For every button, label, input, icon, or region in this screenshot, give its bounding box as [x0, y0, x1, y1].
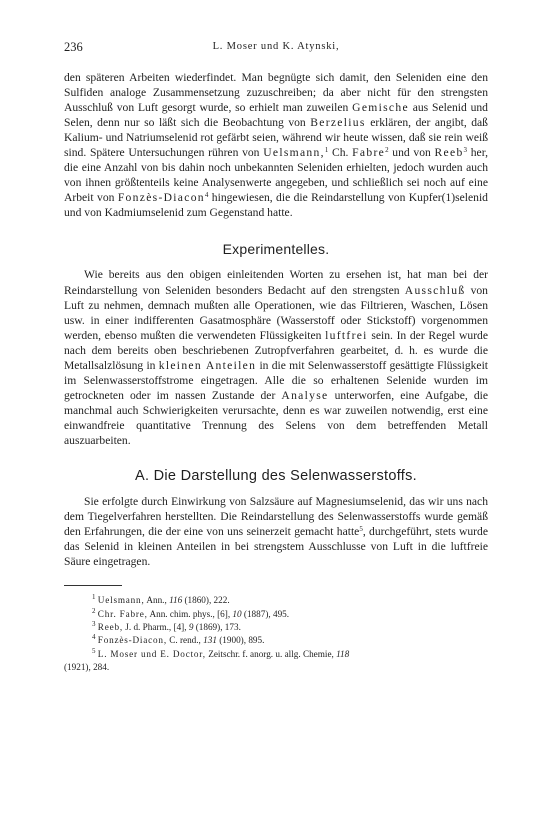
footnote: $^3$ Reeb, J. d. Pharm., [4], 9 (1869), 173.	[92, 620, 241, 633]
section-a-paragraph: Sie erfolgte durch Einwirkung von Salzsäure auf Magnesiumselenid, das wir uns nach dem Tiegelverfahren herstellten. Die Reindarstellung des Selenwasserstoffs wurde gemäß den Erfahrungen, die der eine von uns seinerzeit gemacht hatte$^5$, durchgeführt, stets wurde das Selenid in kleinen Anteilen in bei strengstem Ausschlusse von Luft in die luftfreie Säure eingetragen.	[64, 495, 488, 569]
footnote-continuation: (1921), 284.	[64, 662, 110, 673]
footnote-ref: 1	[324, 146, 329, 155]
footnote-ref: 4	[204, 191, 209, 200]
running-head: L. Moser und K. Atynski,	[212, 41, 340, 52]
footnote: $^2$ Chr. Fabre, Ann. chim. phys., [6], 10 (1887), 495.	[92, 606, 290, 619]
experimental-paragraph: Wie bereits aus den obigen einleitenden Worten zu ersehen ist, hat man bei der Reindarstellung von Seleniden besonders Bedacht auf den strengsten Ausschluß von Luft zu nehmen, demnach mußten alle Operationen, wie das Filtrieren, Waschen, Lösen usw. in einer indifferenten Gasatmosphäre (Wasserstoff oder Stickstoff) vorgenommen werden, ebenso mußten die verwendeten Flüssigkeiten luftfrei sein. In der Regel wurde nach dem bereits oben beschriebenen Zutropfverfahren gearbeitet, d. h. es wurde die Metallsalzlösung in kleinen Anteilen in die mit Selenwasserstoff gesättigte Flüssigkeit im Selenwasserstoffstrome eingetragen. Alle die so erhaltenen Selenide wurden im getrockneten oder im nassen Zustande der Analyse unterworfen, eine Aufgabe, die manchmal auch Schwierigkeiten verursachte, denn es war zuweilen notwendig, erst eine einwandfreie quantitative Trennung des Selens von dem betreffenden Metall auszuarbeiten.	[64, 268, 489, 447]
section-heading-experimental: Experimentelles.	[222, 241, 330, 258]
footnote-ref: 2	[385, 146, 389, 155]
footnote-ref: 3	[463, 146, 468, 155]
page-header	[64, 40, 488, 56]
footnote-ref: 5	[359, 525, 363, 534]
page	[64, 40, 488, 675]
footnotes	[64, 594, 488, 674]
footnote: $^4$ Fonzès-Diacon, C. rend., 131 (1900), 895.	[92, 633, 265, 646]
footnote: $^5$ L. Moser und E. Doctor, Zeitschr. f. anorg. u. allg. Chemie, 118	[92, 646, 350, 659]
page-number: 236	[64, 40, 83, 54]
section-heading-a: A. Die Darstellung des Selenwasserstoffs.	[134, 468, 418, 485]
intro-paragraph: den späteren Arbeiten wiederfindet. Man begnügte sich damit, den Seleniden eine den Sulfiden analoge Zusammensetzung zuzuschreiben; da aber nicht für den strengsten Ausschluß von Luft gesorgt wurde, so erhielt man zuweilen Gemische aus Selenid und Selen, denn nur so läßt sich die Beobachtung von Berzelius erklären, der angibt, daß Kalium- und Natriumselenid rot gefärbt seien, während wir heute wissen, daß sie rein weiß sind. Spätere Untersuchungen rühren von Uelsmann,$^1$ Ch. Fabre$^2$ und von Reeb$^3$ her, die eine Anzahl von bis dahin noch unbekannten Seleniden erhielten, jedoch wurden auch von ihnen größtenteils keine Analysenwerte angegeben, und schließlich sei noch auf eine Arbeit von Fonzès-Diacon$^4$ hingewiesen, die die Reindarstellung von Kupfer(1)selenid und von Kadmiumselenid zum Gegenstand hatte.	[64, 71, 488, 220]
footnote: $^1$ Uelsmann, Ann., 116 (1860), 222.	[92, 593, 230, 606]
footnote-divider	[64, 585, 122, 586]
